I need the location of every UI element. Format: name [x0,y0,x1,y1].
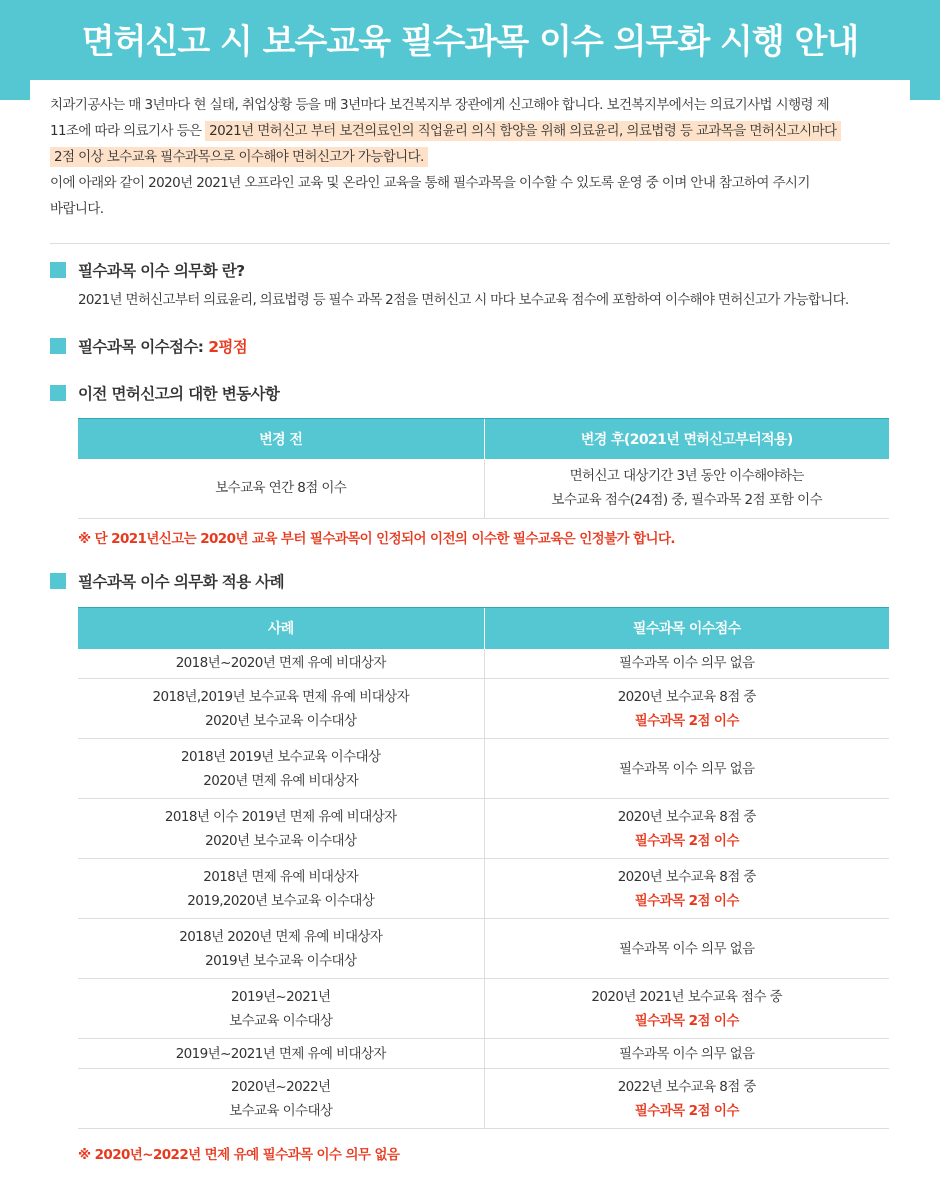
case-line: 2019,2020년 보수교육 이수대상 [187,892,375,909]
case-line: 2018년 2020년 면제 유예 비대상자 [179,928,383,945]
required-score: 필수과목 2점 이수 [634,712,739,729]
table-row [78,1039,889,1069]
after-cell [484,459,889,519]
case-cell [78,919,484,979]
table-row [78,459,889,519]
table-header-row [78,608,889,649]
case-line: 2018년,2019년 보수교육 면제 유예 비대상자 [152,688,410,705]
case-line: 2019년~2021년 [230,988,331,1005]
score-line: 필수과목 이수 의무 없음 [619,655,755,672]
intro-text: 치과기공사는 매 3년마다 현 실태, 취업상황 등을 매 3년마다 보건복지부 장관에게 신고해야 합니다. 보건복지부에서는 의료기사법 시행령 제 [50,97,830,113]
case-cell [78,859,484,919]
table-row [78,979,889,1039]
case-line: 2020년 보수교육 이수대상 [205,832,357,849]
score-line: 필수과목 이수 의무 없음 [619,1045,755,1062]
page-title: 면허신고 시 보수교육 필수과목 이수 의무화 시행 안내 [81,22,859,62]
case-line: 보수교육 이수대상 [229,1102,333,1119]
required-score: 필수과목 2점 이수 [634,892,739,909]
case-line: 보수교육 이수대상 [229,1012,333,1029]
before-cell: 보수교육 연간 8점 이수 [78,459,484,519]
column-header-case: 사례 [78,608,484,649]
intro-line [50,118,900,144]
table-header-row [78,419,889,459]
score-line: 2020년 보수교육 8점 중 [617,868,756,885]
section-title: 이전 면허신고의 대한 변동사항 [78,385,280,403]
square-bullet-icon [50,573,66,589]
required-score: 필수과목 2점 이수 [634,1012,739,1029]
section-description: 2021년 면허신고부터 의료윤리, 의료법령 등 필수 과목 2점을 면허신고 시 마다 보수교육 점수에 포함하여 이수해야 면허신고가 가능합니다. [78,292,849,308]
case-cell [78,739,484,799]
score-cell [484,679,889,739]
case-line: 2018년 이수 2019년 면제 유예 비대상자 [164,808,397,825]
score-line: 2022년 보수교육 8점 중 [617,1078,756,1095]
cases-table [78,607,889,1129]
section-heading-cases [50,569,284,593]
section-heading-score [50,334,247,358]
score-cell [484,739,889,799]
intro-paragraph [50,92,900,222]
case-line: 2018년 2019년 보수교육 이수대상 [181,748,381,765]
intro-line [50,170,900,196]
divider [50,243,890,244]
section-heading-changes [50,381,279,405]
changes-note: ※ 단 2021년신고는 2020년 교육 부터 필수과목이 인정되어 이전의 이수한 필수교육은 인정불가 합니다. [78,531,675,547]
case-cell [78,1069,484,1129]
score-label: 필수과목 이수점수: [78,338,209,356]
after-line: 면허신고 대상기간 3년 동안 이수해야하는 [569,468,804,485]
table-row [78,649,889,679]
score-cell [484,799,889,859]
table-row [78,739,889,799]
table-row [78,919,889,979]
case-cell [78,679,484,739]
table-row [78,679,889,739]
case-line: 2018년~2020년 면제 유예 비대상자 [175,655,386,672]
score-cell [484,649,889,679]
score-cell [484,919,889,979]
section-heading-definition [50,258,245,282]
score-cell [484,1039,889,1069]
table-row [78,1069,889,1129]
square-bullet-icon [50,385,66,401]
score-line: 필수과목 이수 의무 없음 [619,940,755,957]
square-bullet-icon [50,262,66,278]
column-header-before: 변경 전 [78,419,484,459]
intro-text: 이에 아래와 같이 2020년 2021년 오프라인 교육 및 온라인 교육을 통해 필수과목을 이수할 수 있도록 운영 중 이며 안내 참고하여 주시기 [50,175,810,191]
case-cell [78,1039,484,1069]
case-cell [78,649,484,679]
after-line: 보수교육 점수(24점) 중, 필수과목 2점 포함 이수 [551,492,823,509]
table-row [78,859,889,919]
square-bullet-icon [50,338,66,354]
case-line: 2020년 보수교육 이수대상 [205,712,357,729]
case-line: 2020년 면제 유예 비대상자 [203,772,359,789]
score-line: 2020년 2021년 보수교육 점수 중 [591,988,783,1005]
section-title: 필수과목 이수 의무화 적용 사례 [78,573,285,591]
section-title: 필수과목 이수 의무화 란? [78,262,245,280]
case-line: 2019년~2021년 면제 유예 비대상자 [175,1045,386,1062]
case-line: 2018년 면제 유예 비대상자 [203,868,359,885]
intro-text: 11조에 따라 의료기사 등은 [50,123,206,139]
case-cell [78,979,484,1039]
changes-table [78,418,889,519]
score-cell [484,1069,889,1129]
section-title [78,335,247,357]
score-cell [484,979,889,1039]
column-header-after: 변경 후(2021년 면허신고부터적용) [484,419,889,459]
score-cell [484,859,889,919]
column-header-score: 필수과목 이수점수 [484,608,889,649]
score-line: 2020년 보수교육 8점 중 [617,688,756,705]
intro-line [50,196,900,222]
intro-highlight: 2021년 면허신고 부터 보건의료인의 직업윤리 의식 함양을 위해 의료윤리, 의료법령 등 교과목을 면허신고시마다 [205,121,840,141]
intro-highlight: 2점 이상 보수교육 필수과목으로 이수해야 면허신고가 가능합니다. [50,147,428,167]
required-score: 필수과목 2점 이수 [634,1102,739,1119]
required-score: 필수과목 2점 이수 [634,832,739,849]
intro-text: 바랍니다. [50,201,104,217]
case-cell [78,799,484,859]
intro-line [50,144,900,170]
score-line: 2020년 보수교육 8점 중 [617,808,756,825]
table-row [78,799,889,859]
intro-line [50,92,900,118]
score-value: 2평점 [208,338,248,356]
score-line: 필수과목 이수 의무 없음 [619,760,755,777]
case-line: 2019년 보수교육 이수대상 [205,952,357,969]
case-line: 2020년~2022년 [230,1078,331,1095]
cases-note: ※ 2020년~2022년 면제 유예 필수과목 이수 의무 없음 [78,1147,400,1163]
